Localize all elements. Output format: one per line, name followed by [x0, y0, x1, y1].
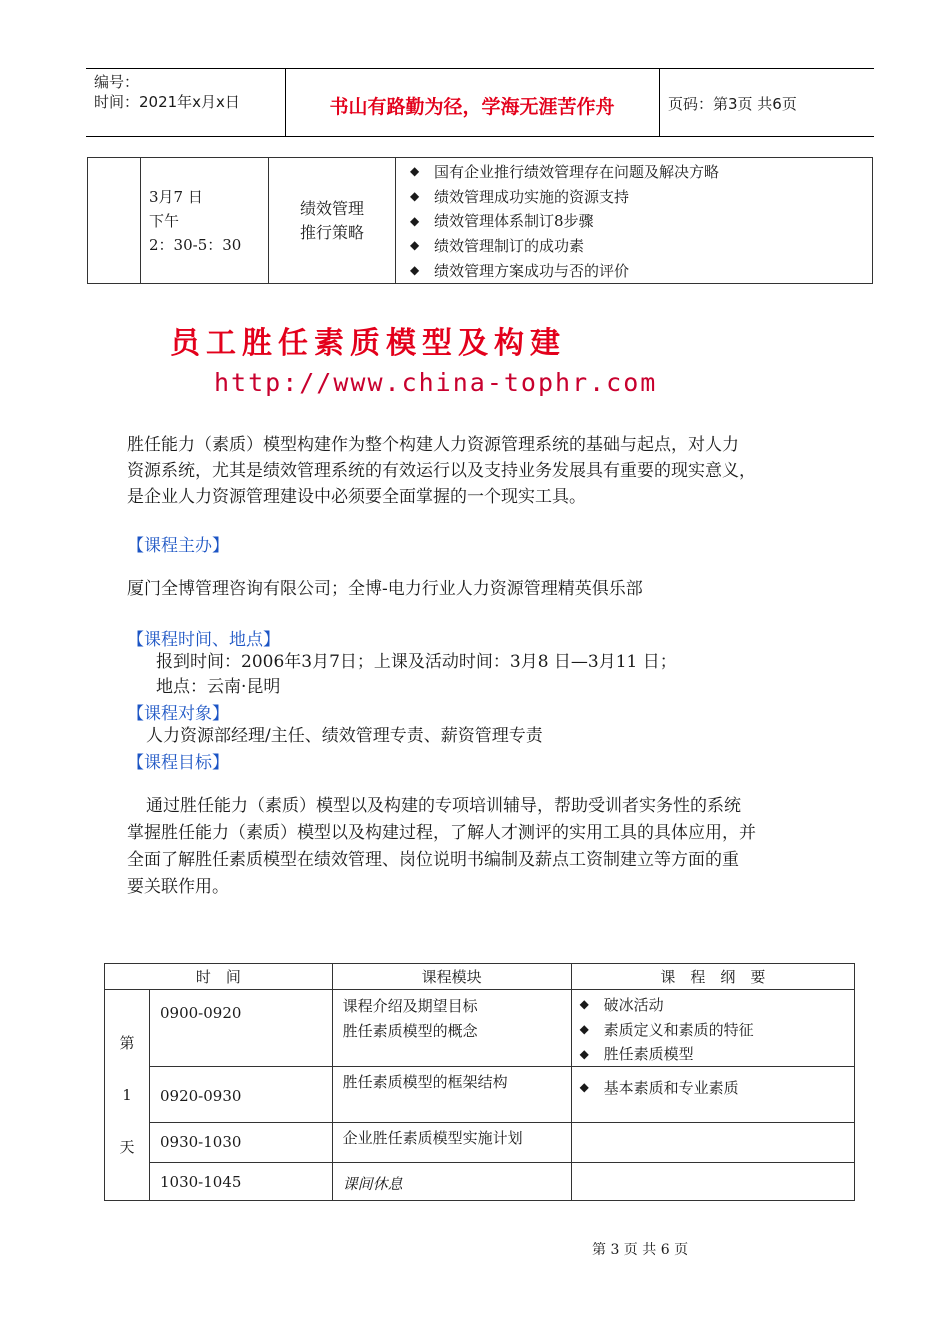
goal-line: 掌握胜任能力（素质）模型以及构建过程，了解人才测评的实用工具的具体应用，并 [127, 823, 756, 843]
page-footer: 第 3 页 共 6 页 [592, 1242, 689, 1258]
diamond-bullet-icon: ◆ [410, 213, 420, 228]
intro-line: 是企业人力资源管理建设中必须要全面掌握的一个现实工具。 [127, 487, 586, 507]
goal-line: 全面了解胜任素质模型在绩效管理、岗位说明书编制及薪点工资制建立等方面的重 [127, 850, 739, 870]
organizer-heading: 【课程主办】 [127, 536, 229, 556]
course-title: 员工胜任素质模型及构建 [170, 326, 566, 361]
top-table-date: 3月7 日 [149, 187, 203, 206]
top-table-date-cell [141, 158, 269, 284]
top-table-hours: 2：30-5：30 [149, 235, 242, 254]
list-item: ◆ 基本素质和专业素质 [579, 1078, 739, 1097]
header-bottom-rule [86, 136, 874, 137]
top-table-blank-cell [88, 158, 141, 284]
row-module: 课程介绍及期望目标 胜任素质模型的概念 [332, 990, 571, 1067]
diamond-bullet-icon: ◆ [410, 263, 420, 278]
diamond-bullet-icon: ◆ [410, 164, 420, 179]
day-cell [105, 990, 150, 1201]
goal-paragraph [127, 793, 756, 901]
row-time: 0900-0920 [150, 990, 333, 1067]
intro-line: 资源系统，尤其是绩效管理系统的有效运行以及支持业务发展具有重要的现实意义， [127, 461, 756, 481]
header-motto: 书山有路勤为径，学海无涯苦作舟 [329, 96, 615, 118]
course-url[interactable]: http://www.china-tophr.com [214, 368, 658, 397]
top-table-outline-cell [396, 158, 873, 284]
row-outline [571, 1123, 854, 1163]
row-outline [571, 1163, 854, 1201]
header-module: 课程模块 [332, 964, 571, 990]
diamond-bullet-icon: ◆ [579, 997, 589, 1012]
row-module: 企业胜任素质模型实施计划 [332, 1123, 571, 1163]
top-table-module-line2: 推行策略 [299, 222, 364, 242]
top-schedule-table [87, 157, 873, 284]
header-outline: 课 程 纲 要 [571, 964, 854, 990]
goal-line: 要关联作用。 [127, 877, 229, 897]
diamond-bullet-icon: ◆ [579, 1022, 589, 1037]
list-item: ◆ 绩效管理成功实施的资源支持 [410, 187, 630, 206]
diamond-bullet-icon: ◆ [410, 189, 420, 204]
list-item: ◆ 破冰活动 [579, 995, 664, 1014]
place-text: 地点：云南·昆明 [156, 677, 281, 697]
top-table-module-cell [269, 158, 396, 284]
row-time: 0930-1030 [150, 1123, 333, 1163]
day-char: 第 [119, 1034, 135, 1053]
header-divider-right [659, 68, 660, 136]
list-item: ◆ 绩效管理方案成功与否的评价 [410, 261, 630, 280]
header-page-label: 页码：第3页 共6页 [668, 95, 797, 113]
list-item: ◆ 素质定义和素质的特征 [579, 1020, 754, 1039]
top-table-module-line1: 绩效管理 [299, 198, 364, 218]
time-place-heading: 【课程时间、地点】 [127, 630, 280, 650]
header-time-label: 时间：2021年x月x日 [94, 93, 240, 111]
organizer-text: 厦门全博管理咨询有限公司；全博-电力行业人力资源管理精英俱乐部 [127, 579, 643, 599]
header-time: 时 间 [105, 964, 333, 990]
day-char: 1 [122, 1086, 132, 1105]
diamond-bullet-icon: ◆ [579, 1080, 589, 1095]
row-module: 课间休息 [332, 1163, 571, 1201]
list-item: ◆ 绩效管理制订的成功素 [410, 236, 585, 255]
header-number-label: 编号： [94, 73, 140, 91]
row-outline [571, 990, 854, 1067]
diamond-bullet-icon: ◆ [579, 1046, 589, 1061]
header-top-rule [86, 68, 874, 69]
row-module: 胜任素质模型的框架结构 [332, 1067, 571, 1123]
row-outline [571, 1067, 854, 1123]
audience-text: 人力资源部经理/主任、绩效管理专责、薪资管理专责 [146, 726, 543, 746]
goal-line: 通过胜任能力（素质）模型以及构建的专项培训辅导，帮助受训者实务性的系统 [146, 796, 741, 816]
diamond-bullet-icon: ◆ [410, 238, 420, 253]
top-table-period: 下午 [149, 211, 180, 230]
schedule-table [104, 963, 855, 1201]
audience-heading: 【课程对象】 [127, 704, 229, 724]
row-time: 0920-0930 [150, 1067, 333, 1123]
intro-line: 胜任能力（素质）模型构建作为整个构建人力资源管理系统的基础与起点，对人力 [127, 435, 739, 455]
list-item: ◆ 国有企业推行绩效管理存在问题及解决方略 [410, 162, 720, 181]
time-text: 报到时间：2006年3月7日；上课及活动时间：3月8 日—3月11 日； [156, 652, 677, 672]
day-char: 天 [119, 1138, 135, 1157]
list-item: ◆ 胜任素质模型 [579, 1045, 694, 1064]
row-time: 1030-1045 [150, 1163, 333, 1201]
goal-heading: 【课程目标】 [127, 753, 229, 773]
list-item: ◆ 绩效管理体系制订8步骤 [410, 212, 594, 231]
intro-paragraph [127, 432, 756, 510]
